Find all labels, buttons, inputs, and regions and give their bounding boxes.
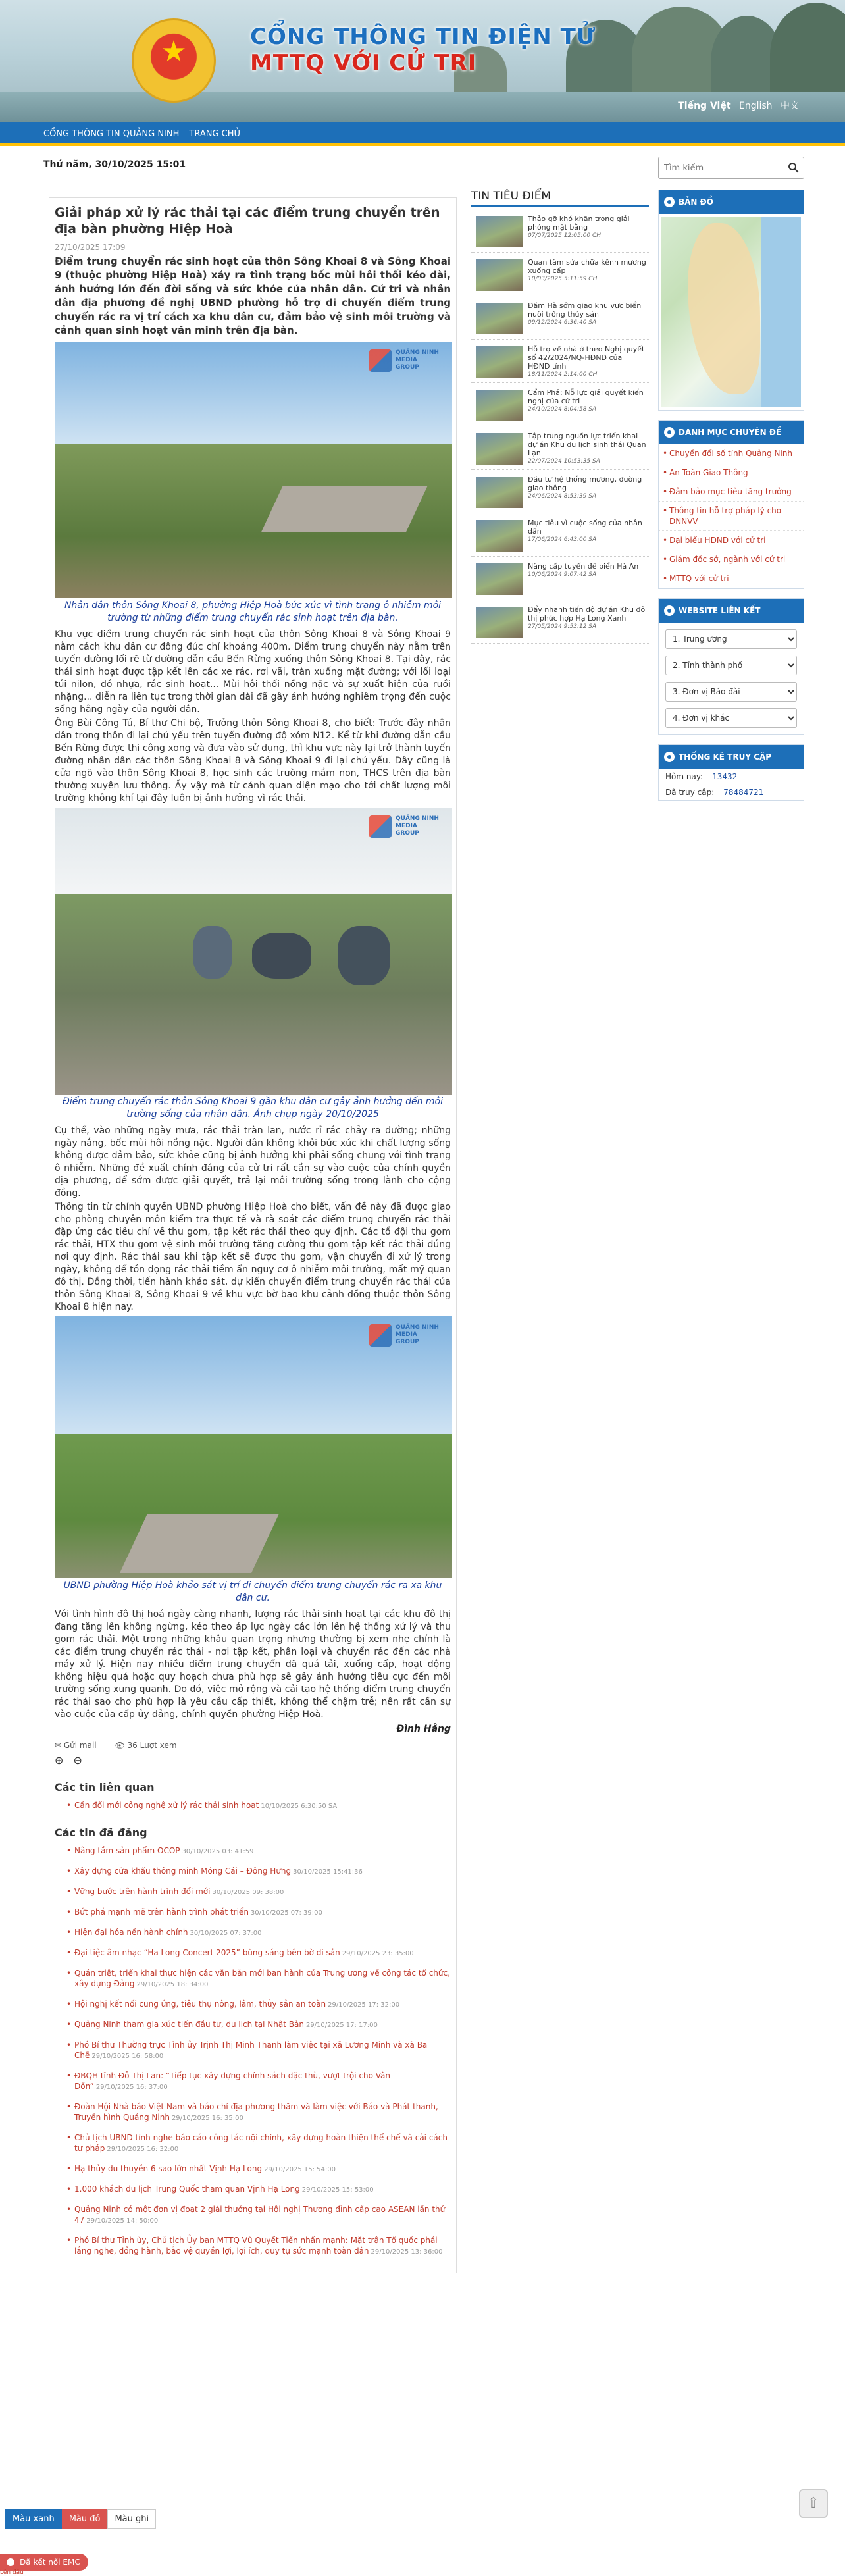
topics-list (659, 444, 804, 588)
article-photo (55, 808, 452, 1095)
link-icon (664, 605, 675, 616)
links-widget (658, 598, 804, 735)
news-thumbnail[interactable] (476, 303, 523, 334)
topic-link[interactable]: • Thông tin hỗ trợ pháp lý cho DNNVV (659, 502, 804, 531)
back-to-top-link[interactable]: Lên đầu (0, 2569, 24, 2576)
news-thumbnail[interactable] (476, 390, 523, 421)
site-banner (0, 0, 845, 122)
older-news-item[interactable]: • Hiện đại hóa nền hành chính 30/10/2025 07: 37:00 (55, 1927, 451, 1939)
article-paragraph: Khu vực điểm trung chuyển rác sinh hoạt của thôn Sông Khoai 8 và Sông Khoai 9 nằm cách khu dân cư đông đúc chỉ khoảng 400m. Điểm trung chuyển này nằm trên tuyến đường lối rẽ từ đường dẫn cầu Bến Rừng xuống thôn Sông Khoai 8. Tại đây, rác thải sinh hoạt được tập kết lên các xe rác, rơi vãi, tràn xuống mặt đường; với lối loại túi nilon, đồ nhựa, rác sinh hoạt... Mùi hôi thối nồng nặc và sự xuất hiện của ruồi nhặng... diễn ra liên tục trong thời gian dài đã gây ảnh hưởng nghiêm trọng đến cuộc sống hằng ngày của người dân. (55, 629, 451, 715)
older-news-list (55, 1845, 451, 2257)
watermark-logo: QUẢNG NINH MEDIA GROUP (369, 815, 442, 838)
email-link[interactable]: ✉ Gửi mail (55, 1741, 97, 1750)
focus-news-item[interactable]: Thảo gỡ khó khăn trong giải phóng mặt bằng 07/07/2025 12:05:00 CH (471, 213, 649, 253)
zoom-controls (55, 1754, 451, 1766)
article-tools (55, 1741, 451, 1750)
watermark-logo: QUẢNG NINH MEDIA GROUP (369, 349, 442, 372)
older-news-item[interactable]: • Quán triệt, triển khai thực hiện các văn bản mới ban hành của Trung ương về công tác tổ chức, xây dựng Đảng 29/10/2025 18: 34:00 (55, 1968, 451, 1990)
related-news-list (55, 1800, 451, 1812)
link-select-other[interactable] (665, 708, 797, 728)
map-widget (658, 190, 804, 411)
theme-red-button[interactable]: Màu đỏ (62, 2509, 108, 2529)
related-news-title: Các tin liên quan (55, 1781, 155, 1793)
link-select-provinces[interactable] (665, 656, 797, 675)
link-select-central[interactable] (665, 629, 797, 649)
photo-caption: UBND phường Hiệp Hoà khảo sát vị trí di chuyển điểm trung chuyển rác ra xa khu dân cư. (63, 1580, 442, 1603)
focus-news-item[interactable]: Hỗ trợ về nhà ở theo Nghị quyết số 42/2024/NQ-HĐND của HĐND tỉnh 18/11/2024 2:14:00 CH (471, 344, 649, 383)
links-widget-header: WEBSITE LIÊN KẾT (659, 599, 804, 623)
news-thumbnail[interactable] (476, 433, 523, 465)
topic-link[interactable]: • Chuyển đổi số tỉnh Quảng Ninh (659, 444, 804, 463)
national-emblem-icon: ★ (132, 18, 216, 103)
lang-english[interactable]: English (738, 101, 773, 111)
article (49, 197, 457, 2273)
older-news-title: Các tin đã đăng (55, 1826, 147, 1839)
focus-news-item[interactable]: Mục tiêu vì cuộc sống của nhân dân 17/06/2024 6:43:00 SA (471, 517, 649, 557)
emc-connection-badge[interactable]: Đã kết nối EMC (0, 2554, 88, 2571)
article-photo (55, 1316, 452, 1578)
older-news-item[interactable]: • Xây dựng cửa khẩu thông minh Móng Cái – Đông Hưng 30/10/2025 15:41:36 (55, 1866, 451, 1878)
news-thumbnail[interactable] (476, 563, 523, 595)
older-news-item[interactable]: • Vững bước trên hành trình đổi mới 30/10/2025 09: 38:00 (55, 1886, 451, 1898)
search-box (658, 157, 804, 179)
map-widget-header: BẢN ĐỒ (659, 190, 804, 214)
topic-link[interactable]: • MTTQ với cử tri (659, 569, 804, 588)
nav-quang-ninh-portal[interactable]: CỔNG THÔNG TIN QUẢNG NINH (41, 122, 182, 146)
pin-icon (664, 197, 675, 207)
older-news-item[interactable]: • Nâng tầm sản phẩm OCOP 30/10/2025 03: 41:59 (55, 1845, 451, 1857)
language-switcher (673, 99, 799, 112)
older-news-item[interactable]: • Hội nghị kết nối cung ứng, tiêu thụ nông, lâm, thủy sản an toàn 29/10/2025 17: 32:00 (55, 1999, 451, 2011)
focus-news-item[interactable]: Cẩm Phả: Nỗ lực giải quyết kiến nghị của cử tri 24/10/2024 8:04:58 SA (471, 387, 649, 426)
older-news-item[interactable]: • Quảng Ninh có một đơn vị đoạt 2 giải thưởng tại Hội nghị Thượng đỉnh cấp cao ASEAN lần thứ 47 29/10/2025 14: 50:00 (55, 2204, 451, 2227)
article-photo (55, 342, 452, 598)
article-paragraph: Thông tin từ chính quyền UBND phường Hiệp Hoà cho biết, vấn đề này đã được giao cho phòng chuyên môn kiểm tra thực tế và rà soát các điểm trung chuyển rác thải đặp ứng các tiêu chí về thu gom, tập kết rác thải theo quy định. Các tổ đội thu gom rác thải, HTX thu gom vệ sinh môi trường tăng cường thu gom tập kết rác thải đúng nơi quy định. Rác thải sau khi tập kết sẽ được thu gom, vận chuyển đi xử lý trong ngày, không để tồn đọng rác thải tiềm ẩn nguy cơ ô nhiễm môi trường, mất mỹ quan đô thị. Đồng thời, tiến hành khảo sát, dự kiến chuyển điểm trung chuyển rác thải của thôn Sông Khoai 8, Sông Khoai 9 về khu vực bờ bao khu cảnh đồng thuộc thôn Sông Khoai 8 hiện nay. (55, 1202, 451, 1312)
views-count: 👁 36 Lượt xem (115, 1741, 177, 1750)
photo-caption: Điểm trung chuyển rác thôn Sông Khoai 9 gần khu dân cư gây ảnh hưởng đến môi trường sống của nhân dân. Ảnh chụp ngày 20/10/2025 (62, 1096, 444, 1120)
focus-news-item[interactable]: Đầu tư hệ thống mương, đường giao thông 24/06/2024 8:53:39 SA (471, 474, 649, 513)
older-news-item[interactable]: • Hạ thủy du thuyền 6 sao lớn nhất Vịnh Hạ Long 29/10/2025 15: 54:00 (55, 2163, 451, 2175)
visits-total: Đã truy cập: 78484721 (665, 788, 764, 797)
news-thumbnail[interactable] (476, 520, 523, 552)
zoom-in-icon[interactable]: ⊕ (55, 1754, 64, 1766)
chart-icon (664, 752, 675, 762)
article-lead: Điểm trung chuyển rác sinh hoạt của thôn Sông Khoai 8 và Sông Khoai 9 (thuộc phường Hiệp Hoà) xảy ra tình trạng bốc mùi hôi thối kéo dài, ảnh hưởng lớn đến đời sống và sức khỏe của nhân dân. Cử tri và nhân dân địa phương đề nghị UBND phường hỗ trợ di chuyển điểm trung chuyển rác ra vị trí cách xa khu dân cư, đảm bảo vệ sinh môi trường và cảnh quan sinh hoạt văn minh trên địa bàn. (55, 255, 451, 336)
focus-news-item[interactable]: Tập trung nguồn lực triển khai dự án Khu du lịch sinh thái Quan Lạn 22/07/2024 10:53:35 SA (471, 430, 649, 470)
theme-gray-button[interactable]: Màu ghi (107, 2509, 156, 2529)
link-select-press[interactable] (665, 682, 797, 702)
article-date: 27/10/2025 17:09 (55, 243, 126, 252)
stats-widget (658, 744, 804, 801)
province-map[interactable] (661, 217, 801, 407)
site-subtitle: MTTQ VỚI CỬ TRI (250, 50, 477, 76)
focus-news-item[interactable]: Quan tâm sửa chữa kênh mương xuống cấp 10/03/2025 5:11:59 CH (471, 257, 649, 296)
news-thumbnail[interactable] (476, 346, 523, 378)
article-author: Đình Hằng (396, 1724, 451, 1734)
article-paragraph: Ông Bùi Công Tú, Bí thư Chi bộ, Trưởng thôn Sông Khoai 8, cho biết: Trước đây nhân dân trong thôn đi lại chủ yếu trên tuyến đường độ xóm N12. Kể từ khi đường dẫn cầu Bến Rừng được thi công xong và đưa vào sử dụng, thì khu vực này lại trở thành tuyến đường nhân dân các thôn Sông Khoai 8 và Sông Khoai 9 đi lại chủ yếu. Đây cũng là cửa ngõ vào thôn Sông Khoai 8, học sinh các trường mầm non, THCS trên địa bàn thường xuyên lưu thông. Ấy vậy mà từ cảnh quan diện mạo cho tới chất lượng môi trường không khí tại đây luôn bị ảnh hưởng vì rác thải. (55, 718, 451, 804)
watermark-logo: QUẢNG NINH MEDIA GROUP (369, 1324, 442, 1347)
news-thumbnail[interactable] (476, 259, 523, 291)
article-paragraph: Với tình hình đô thị hoá ngày càng nhanh, lượng rác thải sinh hoạt tại các khu đô thị đang tăng lên không ngừng, kéo theo áp lực ngày các lớn lên hệ thống xử lý và thu gom rác thải. Một trong những khâu quan trọng nhưng thường bị xem nhẹ chính là các điểm trung chuyển rác thải - nơi tập kết, phân loại và chuyển rác đến các nhà máy xử lý. Hiện nay nhiều điểm trung chuyển đã quá tải, xuống cấp, hoạt động không hiệu quả hoặc quy hoạch chưa phù hợp sẽ gây ảnh hưởng tiêu cực đến môi trường sống xung quanh. Do đó, việc mở rộng và cải tạo hệ thống điểm trung chuyển rác thải sao cho phù hợp là yêu cầu cấp thiết, không thể chậm trễ; nên rất cần sự vào cuộc của cấp ủy đảng, chính quyền phường Hiệp Hoà. (55, 1609, 451, 1720)
back-to-top-icon[interactable]: ⇧ (799, 2489, 828, 2518)
focus-news (471, 190, 649, 648)
visits-today: Hôm nay: 13432 (665, 772, 738, 781)
theme-blue-button[interactable]: Màu xanh (5, 2509, 62, 2529)
focus-news-item[interactable]: Đẩy nhanh tiến độ dự án Khu đô thị phức hợp Hạ Long Xanh 27/05/2024 9:53:12 SA (471, 604, 649, 644)
article-paragraph: Cụ thể, vào những ngày mưa, rác thải tràn lan, nước rỉ rác chảy ra đường; những ngày nắng, bốc mùi hôi nồng nặc. Người dân không khỏi bức xúc khi chất lượng sống không được đảm bảo, sức khỏe cũng bị ảnh hưởng khi phải sống chung với tình trạng ô nhiễm. Những đề xuất chính đáng của cử tri rất cần sự vào cuộc của chính quyền địa phương, để sớm được giải quyết, trả lại môi trường sống trong lành cho cộng đồng. (55, 1125, 451, 1198)
topics-widget-header: DANH MỤC CHUYÊN ĐỀ (659, 421, 804, 444)
focus-news-item[interactable]: Đầm Hà sớm giao khu vực biển nuôi trồng thủy sản 09/12/2024 6:36:40 SA (471, 300, 649, 340)
older-news-item[interactable]: • Đoàn Hội Nhà báo Việt Nam và báo chí địa phương thăm và làm việc với Báo và Phát thanh, Truyền hình Quảng Ninh 29/10/2025 16: 35:00 (55, 2101, 451, 2124)
right-sidebar (658, 190, 804, 810)
visit-counter (659, 769, 804, 800)
lang-chinese[interactable]: 中文 (781, 101, 799, 111)
lang-vietnamese[interactable]: Tiếng Việt (678, 101, 731, 111)
topics-widget (658, 420, 804, 589)
related-news-item[interactable]: • Cần đổi mới công nghệ xử lý rác thải sinh hoạt 10/10/2025 6:30:50 SA (55, 1800, 451, 1812)
topic-link[interactable]: • Giám đốc sở, ngành với cử tri (659, 550, 804, 569)
list-icon (664, 427, 675, 438)
zoom-out-icon[interactable]: ⊖ (73, 1754, 82, 1766)
nav-home[interactable]: TRANG CHỦ (186, 122, 243, 146)
news-thumbnail[interactable] (476, 216, 523, 247)
older-news-item[interactable]: • ĐBQH tỉnh Đỗ Thị Lan: “Tiếp tục xây dựng chính sách đặc thù, vượt trội cho Vân Đồn” 29/10/2025 16: 37:00 (55, 2071, 451, 2093)
topic-link[interactable]: • Đại biểu HĐND với cử tri (659, 531, 804, 550)
site-title: CỔNG THÔNG TIN ĐIỆN TỬ (250, 24, 596, 50)
focus-news-item[interactable]: Nâng cấp tuyến đê biển Hà An 10/06/2024 9:07:42 SA (471, 561, 649, 600)
current-date: Thứ năm, 30/10/2025 15:01 (43, 159, 186, 170)
main-nav (0, 122, 845, 146)
focus-news-title: TIN TIÊU ĐIỂM (471, 190, 649, 207)
older-news-item[interactable]: • Phó Bí thư Tỉnh ủy, Chủ tịch Ủy ban MTTQ Vũ Quyết Tiến nhấn mạnh: Mặt trận Tổ quốc phải lắng nghe, đồng hành, bảo vệ quyền lợi, lợi ích, quy tụ sức mạnh toàn dân 29/10/2025 13: 36:00 (55, 2235, 451, 2257)
topic-link[interactable]: • Đảm bảo mục tiêu tăng trưởng (659, 482, 804, 502)
photo-caption: Nhân dân thôn Sông Khoai 8, phường Hiệp Hoà bức xúc vì tình trạng ô nhiễm môi trường từ những điểm trung chuyển rác sinh hoạt trên địa bàn. (64, 600, 442, 623)
older-news-item[interactable]: • Chủ tịch UBND tỉnh nghe báo cáo công tác nội chính, xây dựng hoàn thiện thể chế và cải cách tư pháp 29/10/2025 16: 32:00 (55, 2132, 451, 2155)
older-news-item[interactable]: • Phó Bí thư Thường trực Tỉnh ủy Trịnh Thị Minh Thanh làm việc tại xã Lương Minh và xã Ba Chẽ 29/10/2025 16: 58:00 (55, 2040, 451, 2062)
topic-link[interactable]: • An Toàn Giao Thông (659, 463, 804, 482)
older-news-item[interactable]: • Quảng Ninh tham gia xúc tiến đầu tư, du lịch tại Nhật Bản 29/10/2025 17: 17:00 (55, 2019, 451, 2031)
search-icon[interactable] (788, 162, 800, 174)
news-thumbnail[interactable] (476, 477, 523, 508)
older-news-item[interactable]: • Đại tiệc âm nhạc “Ha Long Concert 2025” bùng sáng bên bờ di sản 29/10/2025 23: 35:00 (55, 1947, 451, 1959)
theme-switcher (5, 2509, 156, 2529)
older-news-item[interactable]: • 1.000 khách du lịch Trung Quốc tham quan Vịnh Hạ Long 29/10/2025 15: 53:00 (55, 2184, 451, 2196)
news-thumbnail[interactable] (476, 607, 523, 638)
search-input[interactable] (659, 157, 777, 178)
article-title: Giải pháp xử lý rác thải tại các điểm trung chuyển trên địa bàn phường Hiệp Hoà (55, 205, 440, 236)
stats-widget-header: THỐNG KÊ TRUY CẬP (659, 745, 804, 769)
older-news-item[interactable]: • Bứt phá mạnh mẽ trên hành trình phát triển 30/10/2025 07: 39:00 (55, 1907, 451, 1919)
